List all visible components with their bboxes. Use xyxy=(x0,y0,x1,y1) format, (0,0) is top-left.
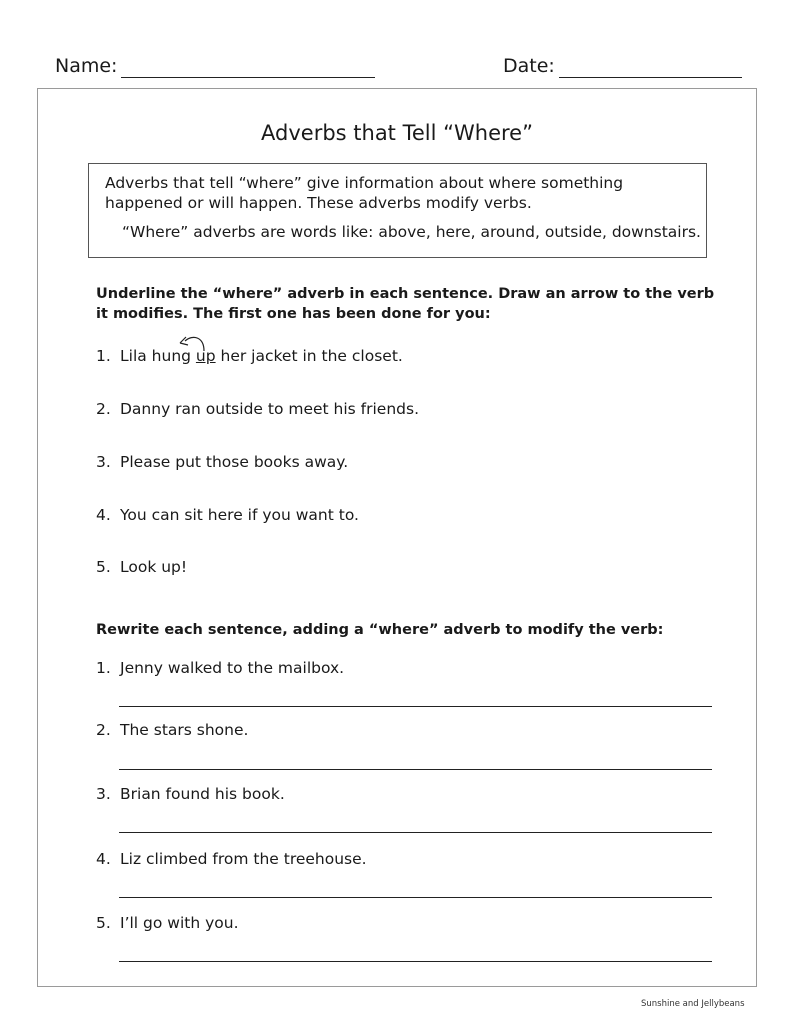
sentence-text: Liz climbed from the treehouse. xyxy=(120,850,367,868)
answer-line[interactable] xyxy=(119,769,712,770)
definition-text: Adverbs that tell “where” give information about where something happened or will happen. These adverbs modify verbs. xyxy=(105,174,624,212)
sentence-text: Jenny walked to the mailbox. xyxy=(120,659,345,677)
item-number: 1. xyxy=(96,659,111,677)
page-title: Adverbs that Tell “Where” xyxy=(261,121,533,145)
sentence-text: You can sit here if you want to. xyxy=(120,506,359,524)
date-field xyxy=(503,54,742,78)
item-number: 2. xyxy=(96,721,111,739)
list-item xyxy=(96,720,248,740)
sentence-text-after: her jacket in the closet. xyxy=(215,347,403,365)
item-number: 4. xyxy=(96,506,111,524)
list-item xyxy=(96,849,367,869)
list-item xyxy=(96,505,359,525)
footer-credit: Sunshine and Jellybeans xyxy=(641,999,745,1009)
sentence-text: Brian found his book. xyxy=(120,785,285,803)
section2-instructions: Rewrite each sentence, adding a “where” adverb to modify the verb: xyxy=(96,622,664,638)
section1-instructions: Underline the “where” adverb in each sentence. Draw an arrow to the verb it modifies. The first one has been done for you: xyxy=(96,286,715,322)
item-number: 3. xyxy=(96,453,111,471)
name-label: Name: xyxy=(55,55,118,77)
sentence-text: The stars shone. xyxy=(120,721,249,739)
definition-examples: “Where” adverbs are words like: above, here, around, outside, downstairs. xyxy=(122,223,701,241)
list-item xyxy=(96,784,285,804)
date-write-line[interactable] xyxy=(559,59,742,78)
name-field xyxy=(55,54,375,78)
item-number: 2. xyxy=(96,400,111,418)
item-number: 1. xyxy=(96,347,111,365)
item-number: 3. xyxy=(96,785,111,803)
underlined-adverb: up xyxy=(195,347,216,365)
answer-line[interactable] xyxy=(119,897,712,898)
date-label: Date: xyxy=(503,55,555,77)
answer-line[interactable] xyxy=(119,832,712,833)
sentence-text: Danny ran outside to meet his friends. xyxy=(120,400,420,418)
sentence-text: Please put those books away. xyxy=(120,453,349,471)
sentence-text: I’ll go with you. xyxy=(120,914,239,932)
item-number: 5. xyxy=(96,914,111,932)
item-number: 5. xyxy=(96,558,111,576)
sentence-text: Look up! xyxy=(120,558,188,576)
list-item xyxy=(96,658,344,678)
list-item xyxy=(96,557,187,577)
list-item xyxy=(96,913,239,933)
list-item xyxy=(96,452,348,472)
item-number: 4. xyxy=(96,850,111,868)
answer-line[interactable] xyxy=(119,961,712,962)
list-item xyxy=(96,346,403,366)
answer-line[interactable] xyxy=(119,706,712,707)
list-item xyxy=(96,399,419,419)
sentence-text-before: Lila hung xyxy=(120,347,196,365)
name-write-line[interactable] xyxy=(121,59,375,78)
